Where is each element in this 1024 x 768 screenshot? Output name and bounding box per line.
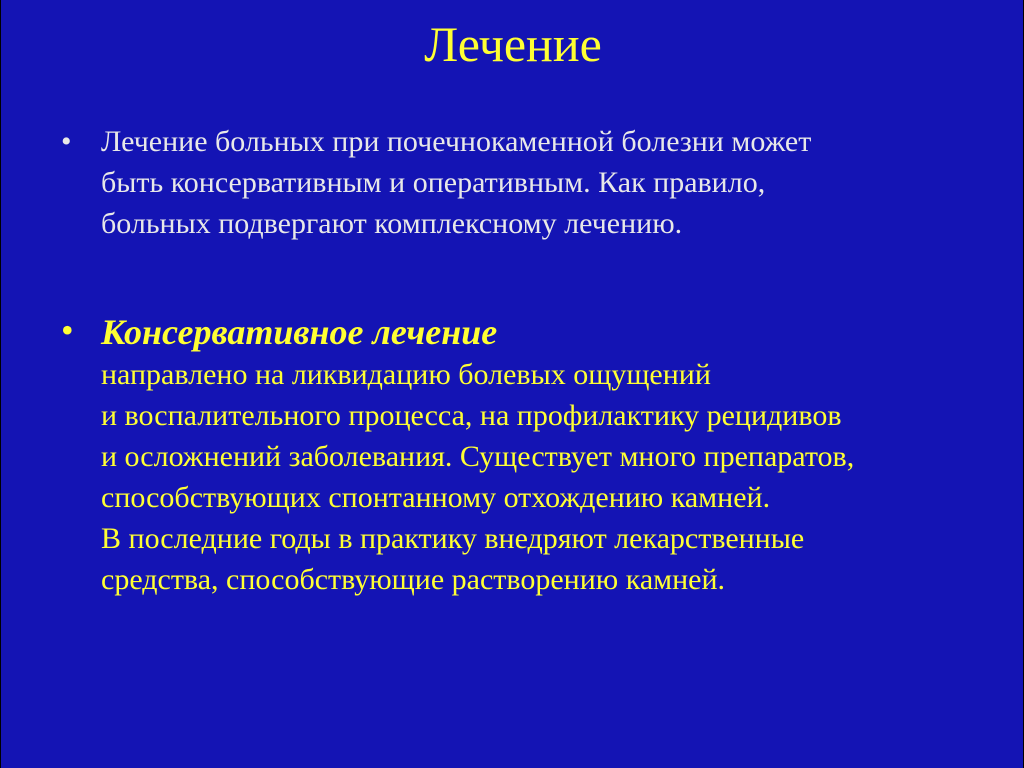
text-line: В последние годы в практику внедряют лекарственные	[101, 522, 805, 555]
text-line: и осложнений заболевания. Существует много препаратов,	[101, 440, 855, 473]
text-line: Лечение больных при почечнокаменной болезни может	[101, 125, 812, 158]
bullet-marker: •	[61, 125, 72, 158]
text-line: быть консервативным и оперативным. Как правило,	[101, 166, 766, 199]
text-line: и воспалительного процесса, на профилактику рецидивов	[101, 399, 842, 432]
text-line: средства, способствующие растворению камней.	[101, 563, 726, 596]
text-line: способствующих спонтанному отхождению камней.	[101, 481, 771, 514]
bullet-text	[101, 121, 961, 244]
bullet-marker: •	[61, 310, 74, 350]
text-line: больных подвергают комплексному лечению.	[101, 207, 683, 240]
bullet-item-treatment-overview	[61, 121, 961, 244]
bullet-heading: Консервативное лечение	[101, 312, 498, 352]
text-line: направлено на ликвидацию болевых ощущений	[101, 358, 711, 391]
bullet-item-conservative-treatment	[61, 310, 961, 600]
slide-title: Лечение	[424, 16, 602, 72]
bullet-text	[101, 310, 961, 600]
